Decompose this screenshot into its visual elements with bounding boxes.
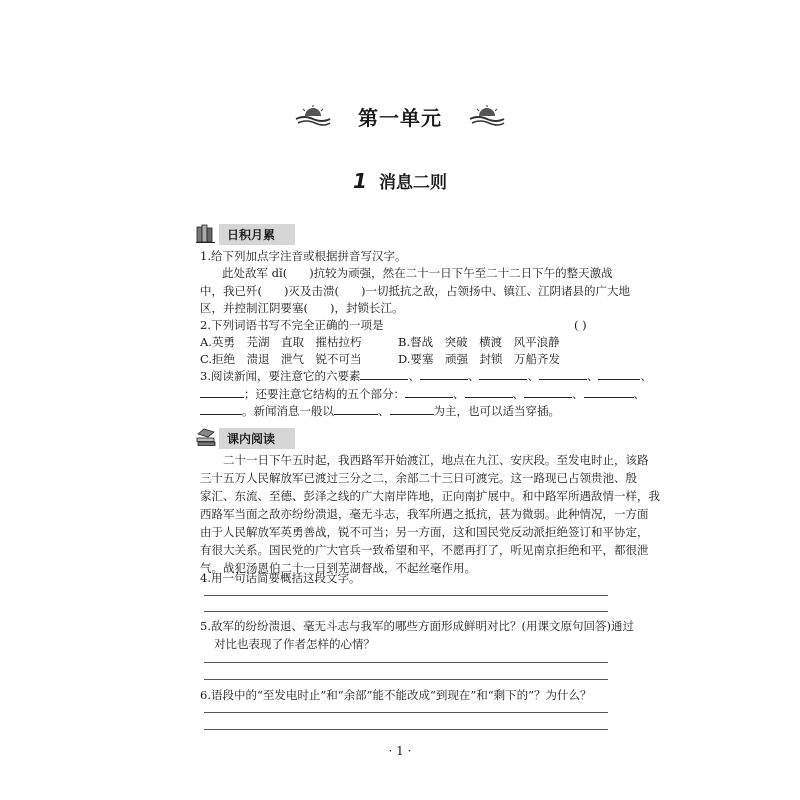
- sun-wave-left-icon: [295, 104, 331, 130]
- blank-field[interactable]: [200, 386, 244, 398]
- blank-field[interactable]: [524, 386, 572, 398]
- blank-field[interactable]: [405, 386, 453, 398]
- section-label: 课内阅读: [219, 428, 295, 449]
- q3-text: 为主，也可以适当穿插。: [433, 404, 560, 418]
- question-2-stem: 2.下列词语书写不完全正确的一项是: [200, 318, 384, 332]
- passage-line: 三十五万人民解放军已渡过三分之二，余部二十三日可渡完。这一路现已占领贵池、殷: [200, 471, 637, 485]
- section-header-accumulation: [195, 224, 305, 246]
- lesson-title: [0, 168, 800, 193]
- option-a[interactable]: A.英勇 芫湖 直取 摧枯拉朽: [200, 335, 362, 349]
- separator: 、: [640, 369, 652, 383]
- answer-line[interactable]: [204, 611, 608, 612]
- question-3-line-1: [200, 367, 652, 385]
- sun-wave-right-icon: [469, 104, 505, 130]
- blank-field[interactable]: [584, 386, 634, 398]
- q1-pinyin: dǐ(: [271, 266, 288, 280]
- answer-line[interactable]: [204, 662, 608, 663]
- q1-text: 此处敌军: [222, 266, 268, 280]
- question-2-answer-paren[interactable]: ( ): [574, 318, 587, 332]
- separator: 、: [453, 387, 465, 401]
- q1-text: )一切抵抗之敌，占领扬中、镇江、江阴诸县的广大地: [360, 284, 630, 298]
- separator: 、: [408, 369, 420, 383]
- answer-line[interactable]: [204, 679, 608, 680]
- q1-text: )灭及击溃(: [284, 284, 339, 298]
- lesson-title-text: 消息二则: [378, 173, 447, 193]
- passage-line: 家汇、东流、至德、彭泽之线的广大南岸阵地，正向南扩展中。和中路军所遇敌情一样，我: [200, 489, 660, 503]
- unit-title: [0, 102, 800, 131]
- separator: 、: [467, 369, 480, 383]
- blank-field[interactable]: [465, 386, 513, 398]
- passage-line: 二十一日下午五时起，我西路军开始渡江，地点在九江、安庆段。至发电时止，该路: [200, 453, 649, 467]
- q1-text: )抗较为顽强，然在二十一日下午至二十二日下午的整天激战: [309, 266, 613, 280]
- section-header-reading: [195, 428, 305, 450]
- books-icon: [195, 222, 217, 248]
- page-number: · 1 ·: [388, 744, 412, 758]
- question-5-stem-line-1: 5.敌军的纷纷溃退、毫无斗志与我军的哪些方面形成鲜明对比？(用课文原句回答)通过: [200, 619, 634, 633]
- passage-line: 由于人民解放军英勇善战，锐不可当；另一方面，这和国民党反动派拒绝签订和平协定，: [200, 525, 649, 539]
- book-stack-icon: [195, 426, 217, 452]
- q1-text: )，封锁长江。: [330, 301, 404, 315]
- blank-field[interactable]: [334, 403, 378, 415]
- separator: 、: [512, 387, 524, 401]
- answer-line[interactable]: [204, 595, 608, 596]
- passage-line: 西路军当面之敌亦纷纷溃退，毫无斗志，我军所遇之抵抗，甚为微弱。此种情况，一方面: [200, 507, 649, 521]
- unit-title-text: 第一单元: [358, 106, 442, 130]
- answer-line[interactable]: [204, 712, 608, 713]
- question-1-stem: 1.给下列加点字注音或根据拼音写汉字。: [200, 249, 407, 263]
- answer-line[interactable]: [204, 729, 608, 730]
- question-5-stem-line-2: 对比也表现了作者怎样的心情？: [214, 637, 375, 651]
- blank-field[interactable]: [420, 368, 468, 380]
- blank-field[interactable]: [479, 368, 527, 380]
- question-6-stem: 6.语段中的“至发电时止”和“余部”能不能改成“到现在”和“剩下的”？为什么？: [200, 688, 592, 702]
- q3-text: 3.阅读新闻，要注意它的六要素: [200, 369, 361, 383]
- blank-field[interactable]: [360, 368, 408, 380]
- question-4-stem: 4.用一句话简要概括这段文字。: [200, 571, 361, 585]
- q1-text: 区，并控制江阴要塞(: [200, 301, 308, 315]
- lesson-number: 1: [353, 169, 367, 193]
- option-b[interactable]: B.督战 突破 横渡 风平浪静: [398, 335, 560, 349]
- question-3-line-3: [200, 402, 560, 420]
- passage-line: 有很大关系。国民党的广大官兵一致希望和平，不愿再打了，听见南京拒绝和平，都很泄: [200, 543, 649, 557]
- question-3-line-2: [200, 385, 645, 403]
- section-label: 日积月累: [219, 224, 295, 245]
- separator: 、: [633, 387, 645, 401]
- separator: 、: [378, 404, 390, 418]
- question-1-line-3: [200, 299, 404, 317]
- blank-field[interactable]: [539, 368, 587, 380]
- question-1-line-1: [222, 264, 613, 282]
- blank-field[interactable]: [200, 403, 242, 415]
- separator: 、: [527, 369, 539, 383]
- separator: 、: [586, 369, 599, 383]
- q1-text: 中，我已歼(: [200, 284, 262, 298]
- separator: 、: [572, 387, 584, 401]
- option-d[interactable]: D.要塞 顽强 封锁 万船齐发: [398, 352, 560, 366]
- blank-field[interactable]: [390, 403, 434, 415]
- q3-text: 。新闻消息一般以: [242, 404, 334, 418]
- blank-field[interactable]: [598, 368, 640, 380]
- question-1-line-2: [200, 282, 630, 300]
- q3-text: ；还要注意它结构的五个部分：: [244, 387, 405, 401]
- passage-line: 气。战犯汤恩伯二十一日到芜湖督战，不起丝毫作用。: [200, 561, 476, 575]
- option-c[interactable]: C.拒绝 溃退 泄气 锐不可当: [200, 352, 362, 366]
